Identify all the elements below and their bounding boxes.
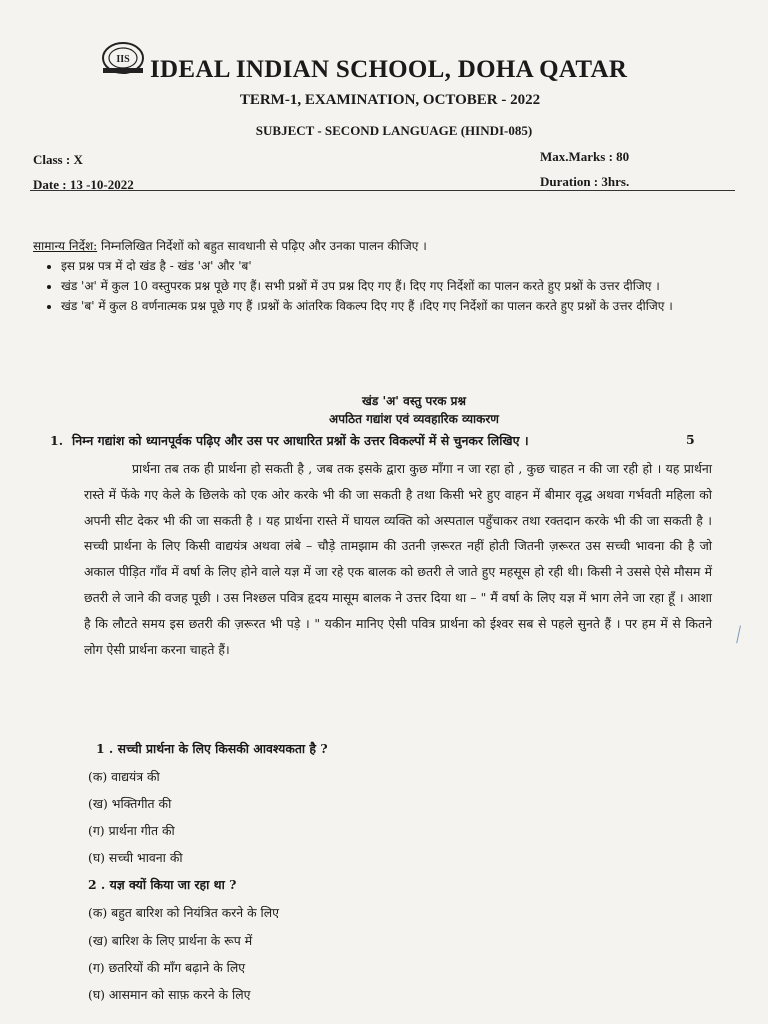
option: (ग) छतरियों की माँग बढ़ाने के लिए (88, 960, 246, 975)
header-divider (30, 190, 735, 191)
section-title: खंड 'अ' वस्तु परक प्रश्न (362, 394, 466, 408)
instruction-item: • इस प्रश्न पत्र में दो खंड है - खंड 'अ' और 'ब' (61, 256, 733, 276)
option: (क) बहुत बारिश को नियंत्रित करने के लिए (88, 905, 280, 920)
instructions-intro-text: निम्नलिखित निर्देशों को बहुत सावधानी से पढ़िए और उनका पालन कीजिए । (97, 239, 427, 253)
option: (घ) आसमान को साफ़ करने के लिए (88, 987, 251, 1002)
section-subtitle: अपठित गद्यांश एवं व्यवहारिक व्याकरण (329, 412, 499, 426)
question-1 (50, 432, 700, 449)
class-label: Class : X (33, 152, 83, 167)
passage: प्रार्थना तब तक ही प्रार्थना हो सकती है , जब तक इसके द्वारा कुछ माँगा न जा रहा हो , कुछ चाहत न की जा रही हो । यह प्रार्थना रास्ते में फेंके गए केले के छिलके को एक ओर करके भी की जा सकती है तथा किसी भरे हुए वाहन में बीमार वृद्ध अथवा गर्भवती महिला को अपनी सीट देकर भी की जा सकती है । यह प्रार्थना रास्ते में घायल व्यक्ति को अस्पताल पहुँचाकर तथा रक्तदान करके भी की जा सकती है । सच्ची प्रार्थना के लिए किसी वाद्ययंत्र अथवा लंबे – चौड़े तामझाम की उतनी ज़रूरत नहीं होती जितनी ज़रूरत उस सच्ची भावना की है जो अकाल पीड़ित गाँव में वर्षा के लिए होने वाले यज्ञ में जा रहे एक बालक को छतरी ले जाते हुए महसूस हो रही थी। किसी ने उससे ऐसे मौसम में छतरी ले जाने की वजह पूछी । उस निश्छल पवित्र हृदय मासूम बालक ने उत्तर दिया था – " मैं वर्षा के लिए यज्ञ में भाग लेने जा रहा हूँ । आशा है कि लौटते समय इस छतरी की ज़रूरत भी पड़े । " यकीन मानिए ऐसी पवित्र प्रार्थना को ईश्वर सब से पहले सुनते हैं । पर हम में से कितने लोग ऐसी प्रार्थना करना चाहते हैं। (84, 461, 712, 657)
subject-title: SUBJECT - SECOND LANGUAGE (HINDI-085) (255, 123, 533, 138)
duration-label: Duration : 3hrs. (540, 174, 630, 189)
date-label: Date : 13 -10-2022 (33, 177, 134, 192)
question-text: निम्न गद्यांश को ध्यानपूर्वक पढ़िए और उस पर आधारित प्रश्नों के उत्तर विकल्पों में से चुनकर लिखिए । (72, 433, 529, 448)
svg-text:IIS: IIS (116, 54, 130, 65)
question-number: 1. (50, 433, 64, 448)
instruction-item: • खंड 'ब' में कुल 8 वर्णनात्मक प्रश्न पूछे गए हैं ।प्रश्नों के आंतरिक विकल्प दिए गए हैं ।दिए गए निर्देशों का पालन करते हुए प्रश्नों के उत्तर दीजिए । (61, 296, 733, 316)
option: (घ) सच्ची भावना की (88, 850, 183, 865)
option: (ग) प्रार्थना गीत की (88, 823, 175, 838)
option: (क) वाद्ययंत्र की (88, 769, 160, 784)
max-marks-label: Max.Marks : 80 (540, 149, 630, 164)
instructions-list (33, 256, 733, 316)
option: (ख) बारिश के लिए प्रार्थना के रूप में (88, 933, 253, 948)
question-marks: 5 (686, 432, 695, 447)
exam-title: TERM-1, EXAMINATION, OCTOBER - 2022 (239, 92, 541, 108)
option: (ख) भक्तिगीत की (88, 796, 172, 811)
pen-mark (736, 625, 747, 644)
school-name: IDEAL INDIAN SCHOOL, DOHA QATAR (150, 56, 628, 83)
instructions-lead: सामान्य निर्देश: (33, 239, 98, 253)
instruction-item: • खंड 'अ' में कुल 10 वस्तुपरक प्रश्न पूछे गए हैं। सभी प्रश्नों में उप प्रश्न दिए गए हैं। दिए गए निर्देशों का पालन करते हुए प्रश्नों के उत्तर दीजिए । (61, 276, 733, 296)
sub-question-1: 1 . सच्ची प्रार्थना के लिए किसकी आवश्यकता है ? (96, 741, 328, 756)
general-instructions (33, 236, 733, 316)
instructions-intro (33, 236, 733, 256)
school-logo-icon (100, 40, 146, 76)
sub-question-2: 2 . यज्ञ क्यों किया जा रहा था ? (88, 877, 237, 892)
